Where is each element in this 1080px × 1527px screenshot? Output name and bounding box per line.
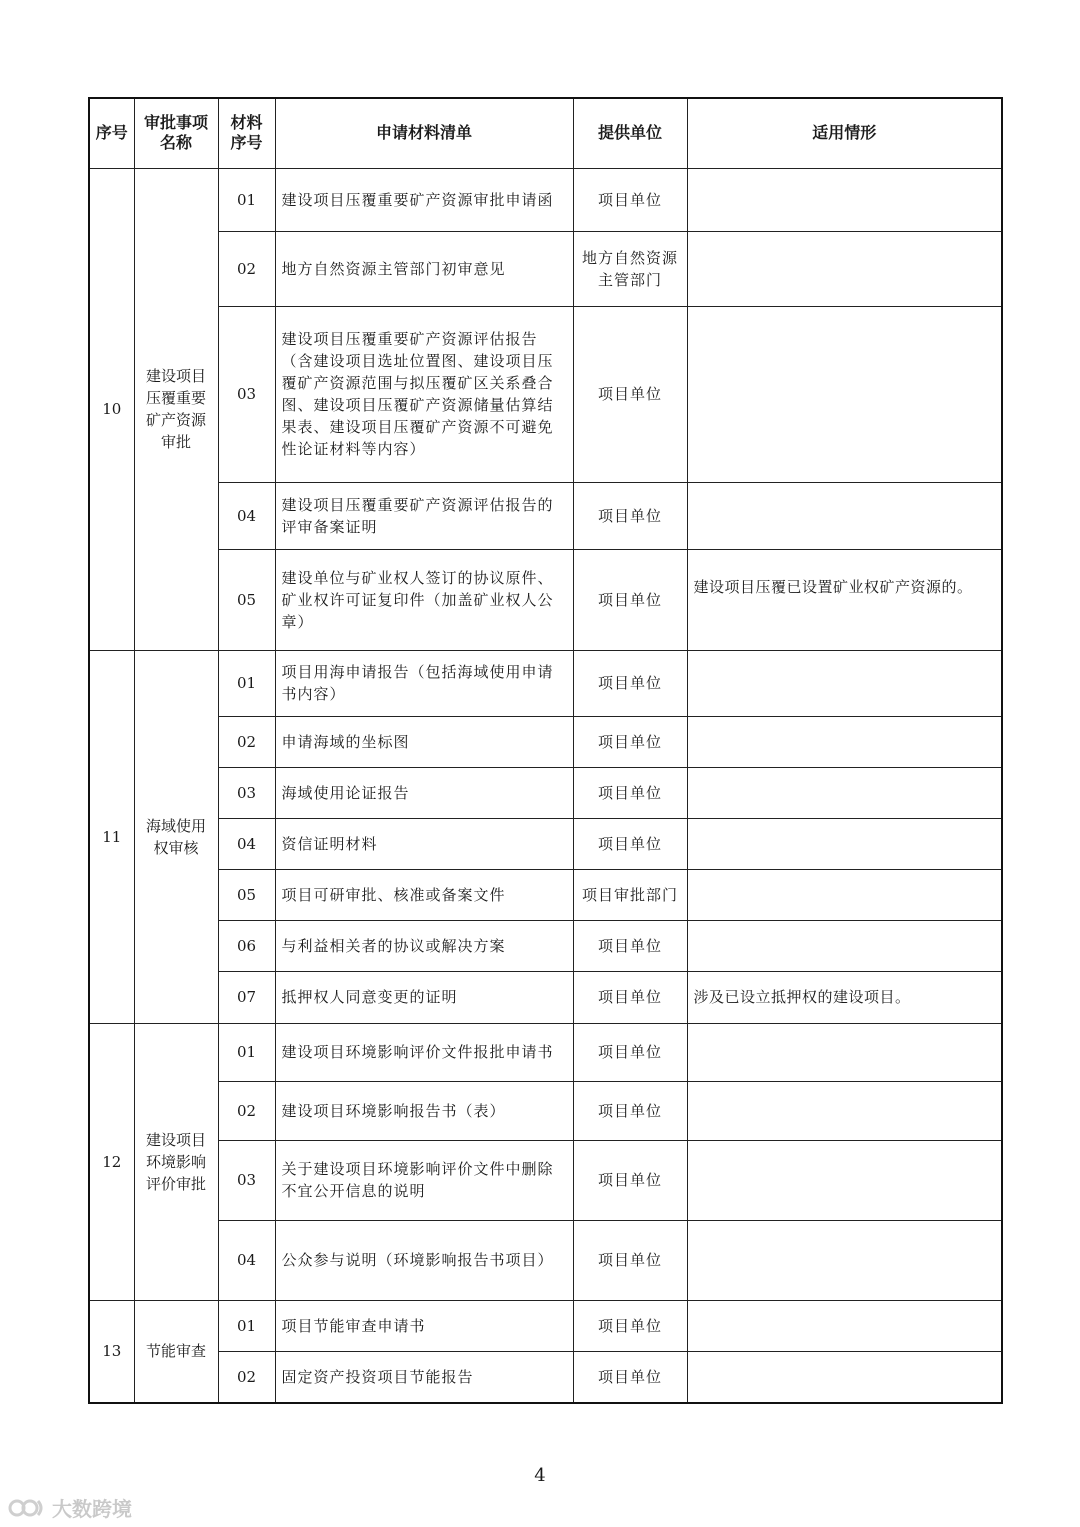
material-no: 02 [218, 1081, 275, 1140]
group-seq: 10 [89, 168, 134, 650]
material-text: 建设项目环境影响报告书（表） [275, 1081, 573, 1140]
table-row [89, 869, 1002, 920]
table-row [89, 971, 1002, 1023]
applicable [687, 1300, 1002, 1351]
table-row [89, 1351, 1002, 1403]
material-text: 申请海域的坐标图 [275, 716, 573, 767]
material-text: 建设项目压覆重要矿产资源评估报告的评审备案证明 [275, 482, 573, 549]
table-row [89, 1140, 1002, 1220]
provider: 项目单位 [573, 971, 687, 1023]
applicable [687, 482, 1002, 549]
applicable [687, 818, 1002, 869]
provider: 项目单位 [573, 716, 687, 767]
material-no: 01 [218, 1300, 275, 1351]
table-row [89, 1220, 1002, 1300]
material-no: 04 [218, 1220, 275, 1300]
applicable [687, 1220, 1002, 1300]
provider: 项目单位 [573, 767, 687, 818]
material-no: 03 [218, 1140, 275, 1220]
material-no: 05 [218, 549, 275, 650]
header-provider: 提供单位 [573, 98, 687, 168]
material-text: 项目可研审批、核准或备案文件 [275, 869, 573, 920]
header-name: 审批事项名称 [134, 98, 218, 168]
provider: 项目单位 [573, 1140, 687, 1220]
applicable [687, 716, 1002, 767]
table-row [89, 1300, 1002, 1351]
material-text: 项目节能审查申请书 [275, 1300, 573, 1351]
table-row [89, 306, 1002, 482]
applicable: 建设项目压覆已设置矿业权矿产资源的。 [687, 549, 1002, 650]
provider: 项目单位 [573, 1351, 687, 1403]
table-row [89, 231, 1002, 306]
material-text: 海域使用论证报告 [275, 767, 573, 818]
provider: 项目单位 [573, 1081, 687, 1140]
group-seq: 11 [89, 650, 134, 1023]
table-row [89, 1023, 1002, 1081]
applicable [687, 920, 1002, 971]
provider: 项目单位 [573, 1300, 687, 1351]
provider: 项目单位 [573, 306, 687, 482]
header-applicable: 适用情形 [687, 98, 1002, 168]
provider: 项目单位 [573, 1220, 687, 1300]
material-text: 资信证明材料 [275, 818, 573, 869]
material-text: 关于建设项目环境影响评价文件中删除不宜公开信息的说明 [275, 1140, 573, 1220]
material-no: 01 [218, 1023, 275, 1081]
material-no: 02 [218, 231, 275, 306]
material-no: 02 [218, 1351, 275, 1403]
applicable [687, 306, 1002, 482]
material-text: 建设项目环境影响评价文件报批申请书 [275, 1023, 573, 1081]
table-row [89, 549, 1002, 650]
table-row [89, 168, 1002, 231]
applicable [687, 168, 1002, 231]
table-row [89, 482, 1002, 549]
group-seq: 12 [89, 1023, 134, 1300]
material-text: 地方自然资源主管部门初审意见 [275, 231, 573, 306]
applicable: 涉及已设立抵押权的建设项目。 [687, 971, 1002, 1023]
provider: 项目单位 [573, 549, 687, 650]
group-seq: 13 [89, 1300, 134, 1403]
group-name: 海域使用权审核 [134, 650, 218, 1023]
material-text: 项目用海申请报告（包括海域使用申请书内容） [275, 650, 573, 716]
table-row [89, 767, 1002, 818]
table-row [89, 920, 1002, 971]
header-seq: 序号 [89, 98, 134, 168]
material-text: 与利益相关者的协议或解决方案 [275, 920, 573, 971]
material-no: 03 [218, 306, 275, 482]
material-text: 建设单位与矿业权人签订的协议原件、矿业权许可证复印件（加盖矿业权人公章） [275, 549, 573, 650]
material-no: 04 [218, 482, 275, 549]
watermark [8, 1493, 132, 1522]
material-no: 03 [218, 767, 275, 818]
group-name: 建设项目环境影响评价审批 [134, 1023, 218, 1300]
applicable [687, 767, 1002, 818]
material-text: 建设项目压覆重要矿产资源评估报告（含建设项目选址位置图、建设项目压覆矿产资源范围与拟压覆矿区关系叠合图、建设项目压覆矿产资源储量估算结果表、建设项目压覆矿产资源不可避免性论证材料等内容） [275, 306, 573, 482]
applicable [687, 650, 1002, 716]
group-name: 建设项目压覆重要矿产资源审批 [134, 168, 218, 650]
provider: 项目单位 [573, 920, 687, 971]
table-row [89, 818, 1002, 869]
material-no: 01 [218, 168, 275, 231]
provider: 项目单位 [573, 818, 687, 869]
table-row [89, 716, 1002, 767]
logo-icon [8, 1495, 48, 1521]
material-no: 05 [218, 869, 275, 920]
table-row [89, 1081, 1002, 1140]
material-text: 固定资产投资项目节能报告 [275, 1351, 573, 1403]
watermark-text: 大数跨境 [52, 1497, 132, 1521]
material-no: 01 [218, 650, 275, 716]
material-no: 02 [218, 716, 275, 767]
material-no: 06 [218, 920, 275, 971]
table-header-row [89, 98, 1002, 168]
provider: 项目单位 [573, 482, 687, 549]
applicable [687, 1351, 1002, 1403]
applicable [687, 869, 1002, 920]
group-name: 节能审查 [134, 1300, 218, 1403]
provider: 项目审批部门 [573, 869, 687, 920]
provider: 地方自然资源主管部门 [573, 231, 687, 306]
material-no: 07 [218, 971, 275, 1023]
applicable [687, 1140, 1002, 1220]
material-text: 抵押权人同意变更的证明 [275, 971, 573, 1023]
applicable [687, 231, 1002, 306]
table-row [89, 650, 1002, 716]
provider: 项目单位 [573, 650, 687, 716]
provider: 项目单位 [573, 1023, 687, 1081]
header-no: 材料序号 [218, 98, 275, 168]
header-materials: 申请材料清单 [275, 98, 573, 168]
approval-materials-table [88, 97, 1003, 1404]
applicable [687, 1023, 1002, 1081]
material-no: 04 [218, 818, 275, 869]
applicable [687, 1081, 1002, 1140]
provider: 项目单位 [573, 168, 687, 231]
material-text: 建设项目压覆重要矿产资源审批申请函 [275, 168, 573, 231]
page-number: 4 [534, 1465, 546, 1486]
material-text: 公众参与说明（环境影响报告书项目） [275, 1220, 573, 1300]
